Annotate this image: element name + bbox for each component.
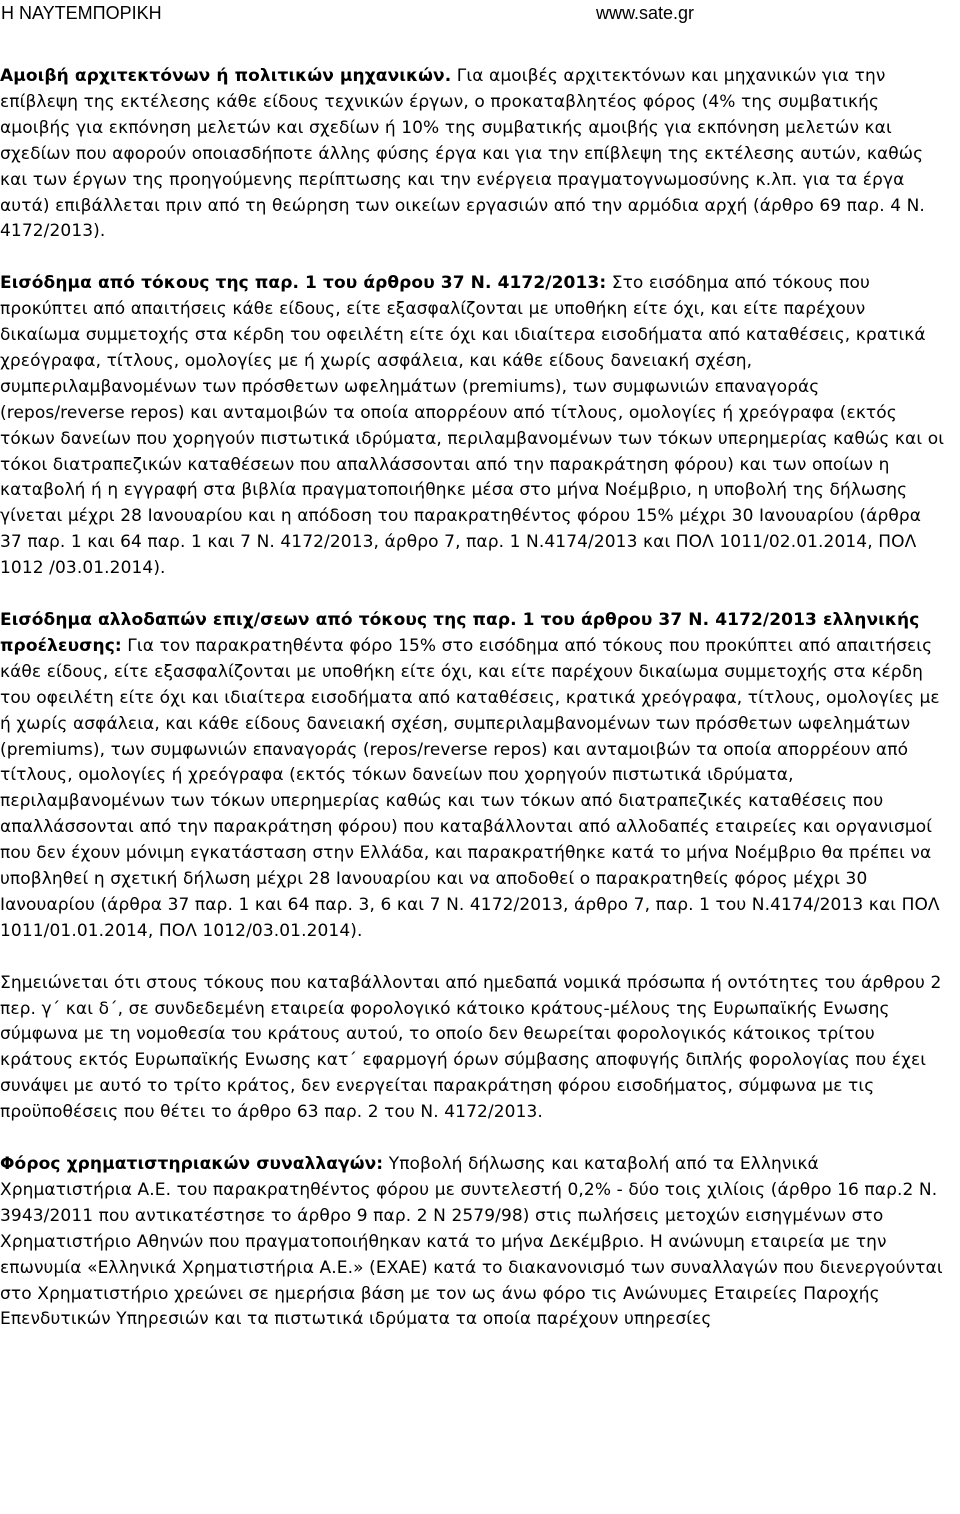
paragraph-text: Υποβολή δήλωσης και καταβολή από τα Ελληνικά Χρηματιστήρια Α.Ε. του παρακρατηθέντος φόρου με συντελεστή 0,2% - δύο τοις χιλίοις (άρθρο 16 παρ.2 Ν. 3943/2011 που αντικατέστησε το άρθρο 9 παρ. 2 Ν 2579/98) στις πωλήσεις μετοχών εισηγμένων στο Χρηματιστήριο Αθηνών που πραγματοποιήθηκαν κατά το μήνα Δεκέμβριο. Η ανώνυμη εταιρεία με την επωνυμία «Ελληνικά Χρηματιστήρια Α.Ε.» (ΕΧΑΕ) κατά το διακανονισμό των συναλλαγών που διενεργούνται στο Χρηματιστήριο χρεώνει σε ημερήσια βάση με τον ως άνω φόρο τις Ανώνυμες Εταιρείες Παροχής Επενδυτικών Υπηρεσιών και τα πιστωτικά ιδρύματα τα οποία παρέχουν υπηρεσίες [0, 1154, 943, 1330]
paragraph-heading: Φόρος χρηματιστηριακών συναλλαγών: [0, 1154, 384, 1174]
paragraph-architect-fees [0, 64, 946, 245]
paragraph-text: Σημειώνεται ότι στους τόκους που καταβάλλονται από ημεδαπά νομικά πρόσωπα ή οντότητες του άρθρου 2 περ. γ΄ και δ΄, σε συνδεδεμένη εταιρεία φορολογικό κάτοικο κράτους-μέλους της Ευρωπαϊκής Ενωσης σύμφωνα με τη νομοθεσία του κράτους αυτού, το οποίο δεν θεωρείται φορολογικός κάτοικος τρίτου κράτους εκτός Ευρωπαϊκής Ενωσης κατ΄ εφαρμογή όρων σύμβασης αποφυγής διπλής φορολογίας που έχει συνάψει με αυτό το τρίτο κράτος, δεν ενεργείται παρακράτηση φόρου εισοδήματος, σύμφωνα με τις προϋποθέσεις που θέτει το άρθρο 63 παρ. 2 του Ν. 4172/2013. [0, 972, 942, 1123]
paragraph-foreign-interest-income [0, 608, 946, 945]
paragraph-text: Για αμοιβές αρχιτεκτόνων και μηχανικών για την επίβλεψη της εκτέλεσης κάθε είδους τεχνικών έργων, ο προκαταβλητέος φόρος (4% της συμβατικής αμοιβής για εκπόνηση μελετών και σχεδίων ή 10% της συμβατικής αμοιβής για εκπόνηση μελετών και σχεδίων που αφορούν οποιασδήποτε άλλης φύσης έργα και για την επίβλεψη της εκτέλεσης αυτών, καθώς και των έργων της προηγούμενης περίπτωσης και την ενέργεια πραγματογνωμοσύνης κ.λπ. για τα έργα αυτά) επιβάλλεται πριν από τη θεώρηση των οικείων εργασιών από την αρμόδια αρχή (άρθρο 69 παρ. 4 Ν. 4172/2013). [0, 66, 925, 242]
paragraph-interest-income [0, 271, 946, 582]
paragraph-heading: Εισόδημα από τόκους της παρ. 1 του άρθρου 37 Ν. 4172/2013: [0, 273, 607, 294]
paragraph-heading: Αμοιβή αρχιτεκτόνων ή πολιτικών μηχανικών. [0, 66, 452, 86]
header-website: www.sate.gr [596, 3, 695, 23]
paragraph-heading: Εισόδημα αλλοδαπών επιχ/σεων από τόκους της παρ. 1 του άρθρου 37 Ν. 4172/2013 ελληνικής προέλευσης: [0, 610, 920, 656]
paragraph-stock-transaction-tax [0, 1152, 946, 1333]
paragraph-note [0, 971, 946, 1126]
document-body [0, 64, 946, 1359]
header-publication: Η ΝΑΥΤΕΜΠΟΡΙΚΗ [1, 3, 162, 23]
paragraph-text: Στο εισόδημα από τόκους που προκύπτει από απαιτήσεις κάθε είδους, είτε εξασφαλίζονται με υποθήκη είτε όχι, και είτε παρέχουν δικαίωμα συμμετοχής στα κέρδη του οφειλέτη είτε όχι και ιδιαίτερα εισοδήματα από καταθέσεις, κρατικά χρεόγραφα, τίτλους, ομολογίες με ή χωρίς ασφάλεια, και κάθε είδους δανειακή σχέση, συμπεριλαμβανομένων των πρόσθετων ωφελημάτων (premiums), των συμφωνιών επαναγοράς (repos/reverse repos) και ανταμοιβών τα οποία απορρέουν από τίτλους, ομολογίες ή χρεόγραφα (εκτός τόκων δανείων που χορηγούν πιστωτικά ιδρύματα, περιλαμβανομένων των τόκων υπερημερίας καθώς και οι τόκοι διατραπεζικών καταθέσεων που απαλλάσσονται από την παρακράτηση φόρου) και των οποίων η καταβολή ή η εγγραφή στα βιβλία πραγματοποιήθηκε μέσα στο μήνα Νοέμβριο, η υποβολή της δήλωσης γίνεται μέχρι 28 Ιανουαρίου και η απόδοση του παρακρατηθέντος φόρου 15% μέχρι 30 Ιανουαρίου (άρθρα 37 παρ. 1 και 64 παρ. 1 και 7 Ν. 4172/2013, άρθρο 7, παρ. 1 Ν.4174/2013 και ΠΟΛ 1011/02.01.2014, ΠΟΛ 1012 /03.01.2014). [0, 273, 945, 579]
page-header [0, 0, 956, 34]
paragraph-text: Για τον παρακρατηθέντα φόρο 15% στο εισόδημα από τόκους που προκύπτει από απαιτήσεις κάθε είδους, είτε εξασφαλίζονται με υποθήκη είτε όχι, και είτε παρέχουν δικαίωμα συμμετοχής στα κέρδη του οφειλέτη είτε όχι και ιδιαίτερα εισοδήματα από καταθέσεις, κρατικά χρεόγραφα, τίτλους, ομολογίες με ή χωρίς ασφάλεια, και κάθε είδους δανειακή σχέση, συμπεριλαμβανομένων των πρόσθετων ωφελημάτων (premiums), των συμφωνιών επαναγοράς (repos/reverse repos) και ανταμοιβών τα οποία απορρέουν από τίτλους, ομολογίες ή χρεόγραφα (εκτός τόκων δανείων που χορηγούν πιστωτικά ιδρύματα, περιλαμβανομένων των τόκων υπερημερίας καθώς και των τόκων από διατραπεζικές καταθέσεις που απαλλάσσονται από την παρακράτηση φόρου) που καταβάλλονται από αλλοδαπές εταιρείες και οργανισμοί που δεν έχουν μόνιμη εγκατάσταση στην Ελλάδα, και παρακρατήθηκε κατά το μήνα Νοέμβριο θα πρέπει να υποβληθεί η σχετική δήλωση μέχρι 28 Ιανουαρίου και να αποδοθεί ο παρακρατηθείς φόρος μέχρι 30 Ιανουαρίου (άρθρα 37 παρ. 1 και 64 παρ. 3, 6 και 7 Ν. 4172/2013, άρθρο 7, παρ. 1 του Ν.4174/2013 και ΠΟΛ 1011/01.01.2014, ΠΟΛ 1012/03.01.2014). [0, 635, 940, 941]
